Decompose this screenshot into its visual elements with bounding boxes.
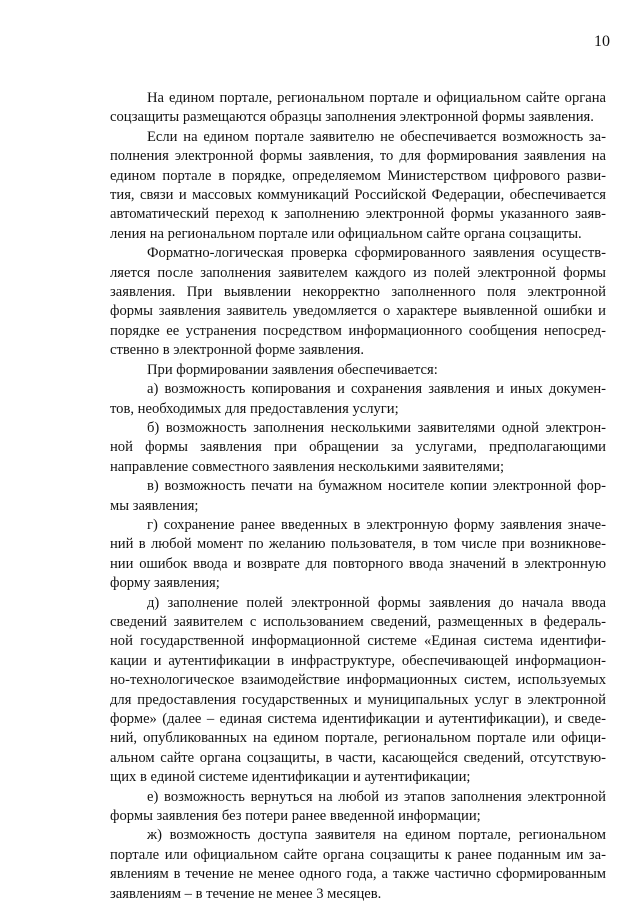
paragraph-format-check [110,244,606,360]
text-line: ний, опубликованных на едином портале, региональном портале или офици- [110,730,606,747]
text-line: сведений заявителем с использованием сведений, размещенных в федераль- [110,613,606,630]
text-line: формы заявления без потери ранее введенной информации; [110,808,481,825]
text-line: При формировании заявления обеспечивается: [147,361,438,378]
paragraph-portal-samples [110,89,606,128]
text-line: щих в единой системе идентификации и аутентификации; [110,769,471,786]
text-line: ственно в электронной форме заявления. [110,342,365,359]
text-line: едином портале в порядке, определяемом Министерством цифрового разви- [110,167,606,184]
page-number: 10 [594,33,610,50]
text-line: явлениям в течение не менее одного года, а также частично сформированным [110,866,606,883]
text-line: полнения электронной формы заявления, то для формирования заявления на [110,148,606,165]
text-line: направление совместного заявления несколькими заявителями; [110,458,505,475]
text-line: кации и аутентификации в инфраструктуре, обеспечивающей информацион- [110,652,606,669]
text-line: альном сайте органа соцзащиты, в части, касающейся сведений, отсутствую- [110,749,606,766]
text-line: ж) возможность доступа заявителя на едином портале, региональном [147,827,606,844]
text-line: б) возможность заполнения несколькими заявителями одной электрон- [147,419,606,436]
text-line: мы заявления; [110,497,199,514]
text-line: На едином портале, региональном портале и официальном сайте органа [147,90,606,106]
text-line: заявления. При выявлении некорректно заполненного поля электронной [110,284,606,301]
list-item-v [110,477,606,516]
list-item-b [110,419,606,477]
list-item-e [110,788,606,827]
text-line: Если на едином портале заявителю не обеспечивается возможность за- [147,128,606,145]
text-line: форму заявления; [110,575,220,592]
text-line: Форматно-логическая проверка сформированного заявления осуществ- [147,245,606,262]
text-line: соцзащиты размещаются образцы заполнения электронной формы заявления. [110,109,594,126]
text-line: тия, связи и массовых коммуникаций Российской Федерации, обеспечивается [110,187,606,204]
text-line: в) возможность печати на бумажном носителе копии электронной фор- [147,478,606,495]
text-line: форме» (далее – единая система идентификации и аутентификации), и сведе- [110,711,606,727]
text-line: ний в любой момент по желанию пользователя, в том числе при возникнове- [110,536,606,553]
list-item-d [110,594,606,788]
list-item-g [110,516,606,594]
text-line: заявлениям – в течение не менее 3 месяцев. [110,885,382,902]
text-line: г) сохранение ранее введенных в электронную форму заявления значе- [147,516,606,533]
text-line: ления на региональном портале или официальном сайте органа соцзащиты. [110,225,582,242]
text-line: для предоставления государственных и муниципальных услуг в электронной [110,691,606,708]
list-item-zh [110,826,606,904]
document-body [110,89,606,904]
text-line: е) возможность вернуться на любой из этапов заполнения электронной [147,788,606,805]
paragraph-provisions-intro [110,361,606,380]
text-line: д) заполнение полей электронной формы заявления до начала ввода [147,594,606,611]
text-line: ной формы заявления при обращении за услугами, предполагающими [110,439,606,456]
text-line: порядке ее устранения посредством информационного сообщения непосред- [110,322,606,339]
text-line: ной государственной информационной системе «Единая система идентифи- [110,633,606,650]
text-line: тов, необходимых для предоставления услуги; [110,400,399,417]
text-line: формы заявления заявитель уведомляется о характере выявленной ошибки и [110,303,606,320]
list-item-a [110,380,606,419]
text-line: но-технологическое взаимодействие информационных систем, используемых [110,672,606,689]
text-line: портале или официальном сайте органа соцзащиты к ранее поданным им за- [110,846,606,863]
text-line: нии ошибок ввода и возврате для повторного ввода значений в электронную [110,555,606,572]
paragraph-auto-transition [110,128,606,244]
text-line: ляется после заполнения заявителем каждого из полей электронной формы [110,264,606,281]
text-line: автоматический переход к заполнению электронной формы указанного заяв- [110,206,606,223]
text-line: а) возможность копирования и сохранения заявления и иных докумен- [147,381,606,398]
